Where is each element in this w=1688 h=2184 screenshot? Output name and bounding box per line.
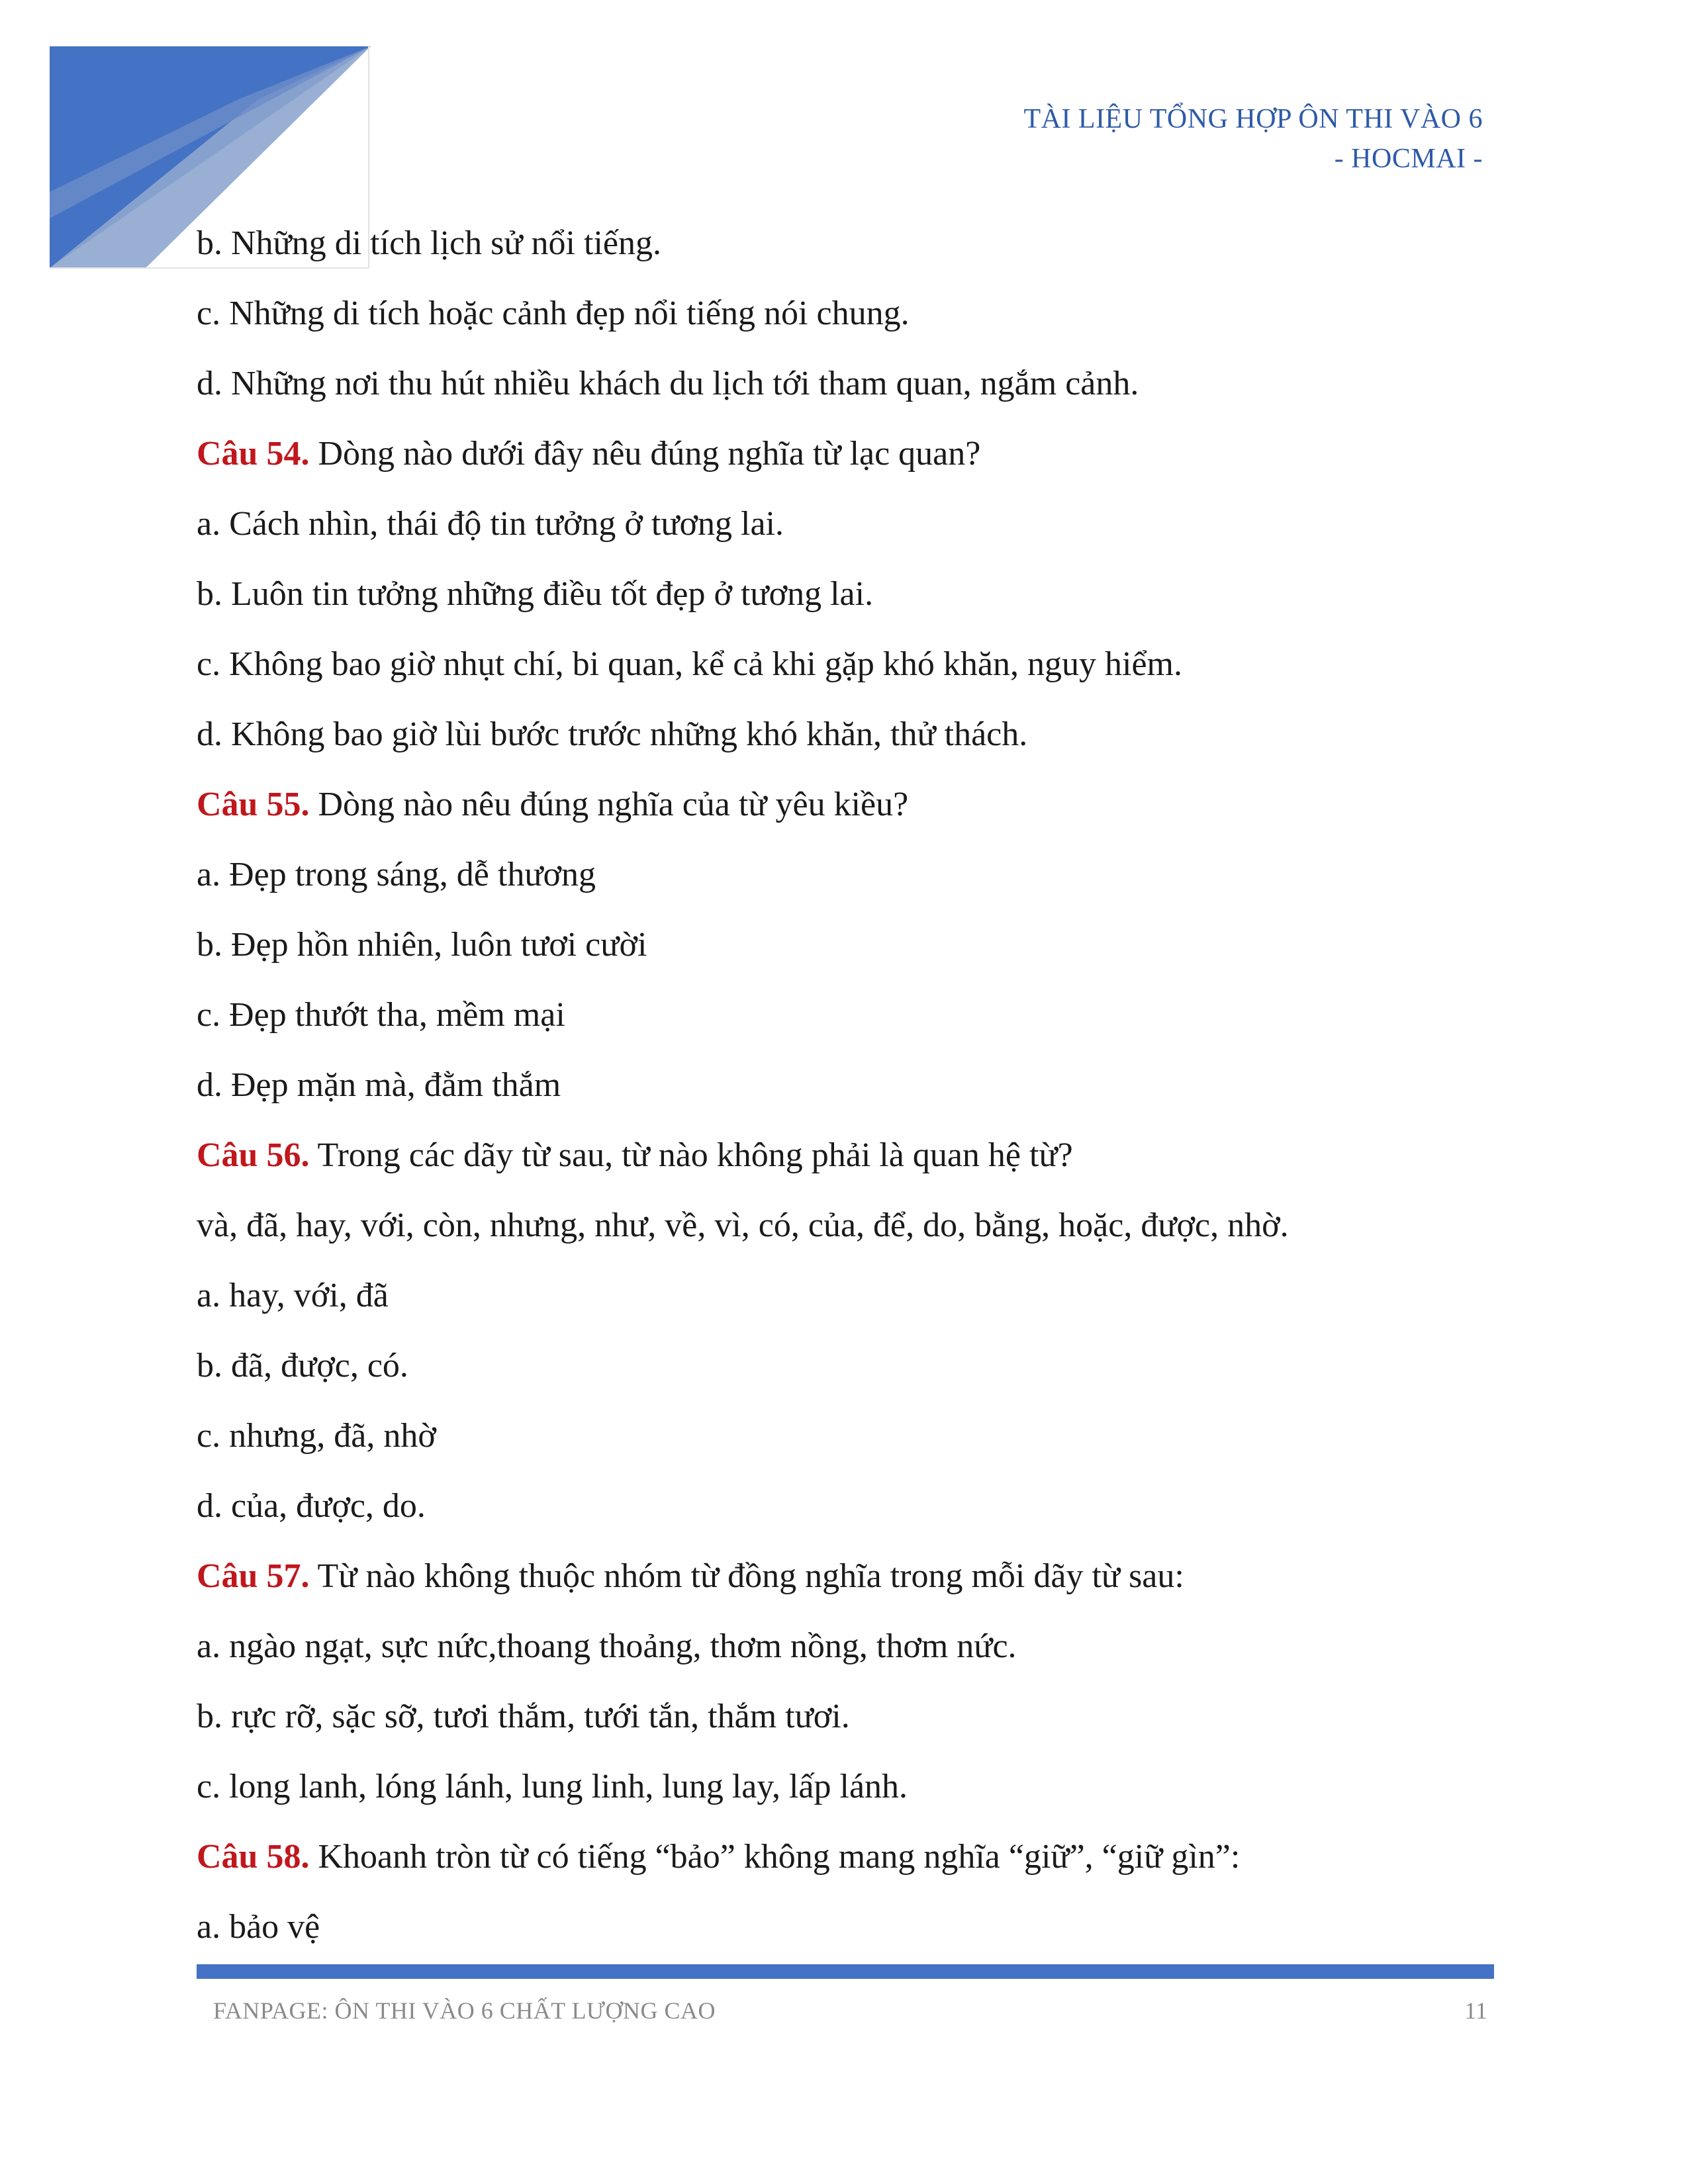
line-text: a. Cách nhìn, thái độ tin tưởng ở tương lai. [197,505,784,543]
answer-line [197,360,1494,430]
answer-line [197,1412,1494,1482]
answer-line [197,1763,1494,1833]
question-line [197,430,1494,500]
line-text: c. Những di tích hoặc cảnh đẹp nổi tiếng nói chung. [197,295,910,332]
question-number: Câu 55. [197,786,310,823]
answer-line [197,1623,1494,1693]
line-text: Trong các dãy từ sau, từ nào không phải là quan hệ từ? [309,1136,1073,1174]
line-text: b. Những di tích lịch sử nổi tiếng. [197,224,661,262]
answer-line [197,220,1494,290]
line-text: d. Không bao giờ lùi bước trước những khó khăn, thử thách. [197,715,1028,753]
answer-line [197,1342,1494,1412]
answer-line [197,290,1494,360]
line-text: Khoanh tròn từ có tiếng “bảo” không mang nghĩa “giữ”, “giữ gìn”: [309,1838,1241,1876]
question-number: Câu 56. [197,1136,310,1174]
answer-line [197,1202,1494,1272]
answer-line [197,1062,1494,1132]
line-text: c. nhưng, đã, nhờ [197,1417,436,1455]
line-text: d. của, được, do. [197,1487,426,1525]
line-text: b. đã, được, có. [197,1347,408,1385]
line-text: a. Đẹp trong sáng, dễ thương [197,856,596,893]
answer-line [197,1903,1494,1974]
page-number: 11 [1464,1997,1487,2024]
answer-line [197,851,1494,921]
line-text: b. Luôn tin tưởng những điều tốt đẹp ở tương lai. [197,575,874,613]
answer-line [197,1693,1494,1763]
line-text: Dòng nào nêu đúng nghĩa của từ yêu kiều? [309,786,909,823]
answer-line [197,570,1494,641]
line-text: a. bảo vệ [197,1908,320,1946]
answer-line [197,1272,1494,1342]
line-text: a. ngào ngạt, sực nức,thoang thoảng, thơm nồng, thơm nức. [197,1627,1017,1665]
line-text: d. Đẹp mặn mà, đằm thắm [197,1066,561,1104]
header-subtitle: - HOCMAI - [1334,144,1483,174]
line-text: b. Đẹp hồn nhiên, luôn tươi cười [197,926,647,964]
line-text: Từ nào không thuộc nhóm từ đồng nghĩa trong mỗi dãy từ sau: [309,1557,1184,1595]
question-line [197,1833,1494,1903]
footer-bar [197,1964,1494,1979]
question-line [197,1132,1494,1202]
line-text: và, đã, hay, với, còn, nhưng, như, về, vì, có, của, để, do, bằng, hoặc, được, nhờ. [197,1206,1289,1244]
footer-fanpage: FANPAGE: ÔN THI VÀO 6 CHẤT LƯỢNG CAO [213,1997,716,2024]
answer-line [197,500,1494,570]
answer-line [197,711,1494,781]
line-text: a. hay, với, đã [197,1277,389,1314]
line-text: c. Không bao giờ nhụt chí, bi quan, kể cả khi gặp khó khăn, nguy hiểm. [197,645,1182,683]
line-text: d. Những nơi thu hút nhiều khách du lịch tới tham quan, ngắm cảnh. [197,365,1139,402]
question-content [197,220,1494,1974]
document-header [1023,99,1483,179]
line-text: c. Đẹp thướt tha, mềm mại [197,996,565,1034]
line-text: b. rực rỡ, sặc sỡ, tươi thắm, tưới tắn, thắm tươi. [197,1698,850,1735]
answer-line [197,921,1494,991]
question-number: Câu 58. [197,1838,310,1876]
question-line [197,1553,1494,1623]
question-number: Câu 57. [197,1557,310,1595]
answer-line [197,991,1494,1062]
question-number: Câu 54. [197,435,310,473]
answer-line [197,641,1494,711]
line-text: c. long lanh, lóng lánh, lung linh, lung lay, lấp lánh. [197,1768,908,1805]
line-text: Dòng nào dưới đây nêu đúng nghĩa từ lạc quan? [309,435,981,473]
answer-line [197,1482,1494,1553]
header-title: TÀI LIỆU TỔNG HỢP ÔN THI VÀO 6 [1023,104,1483,134]
question-line [197,781,1494,851]
